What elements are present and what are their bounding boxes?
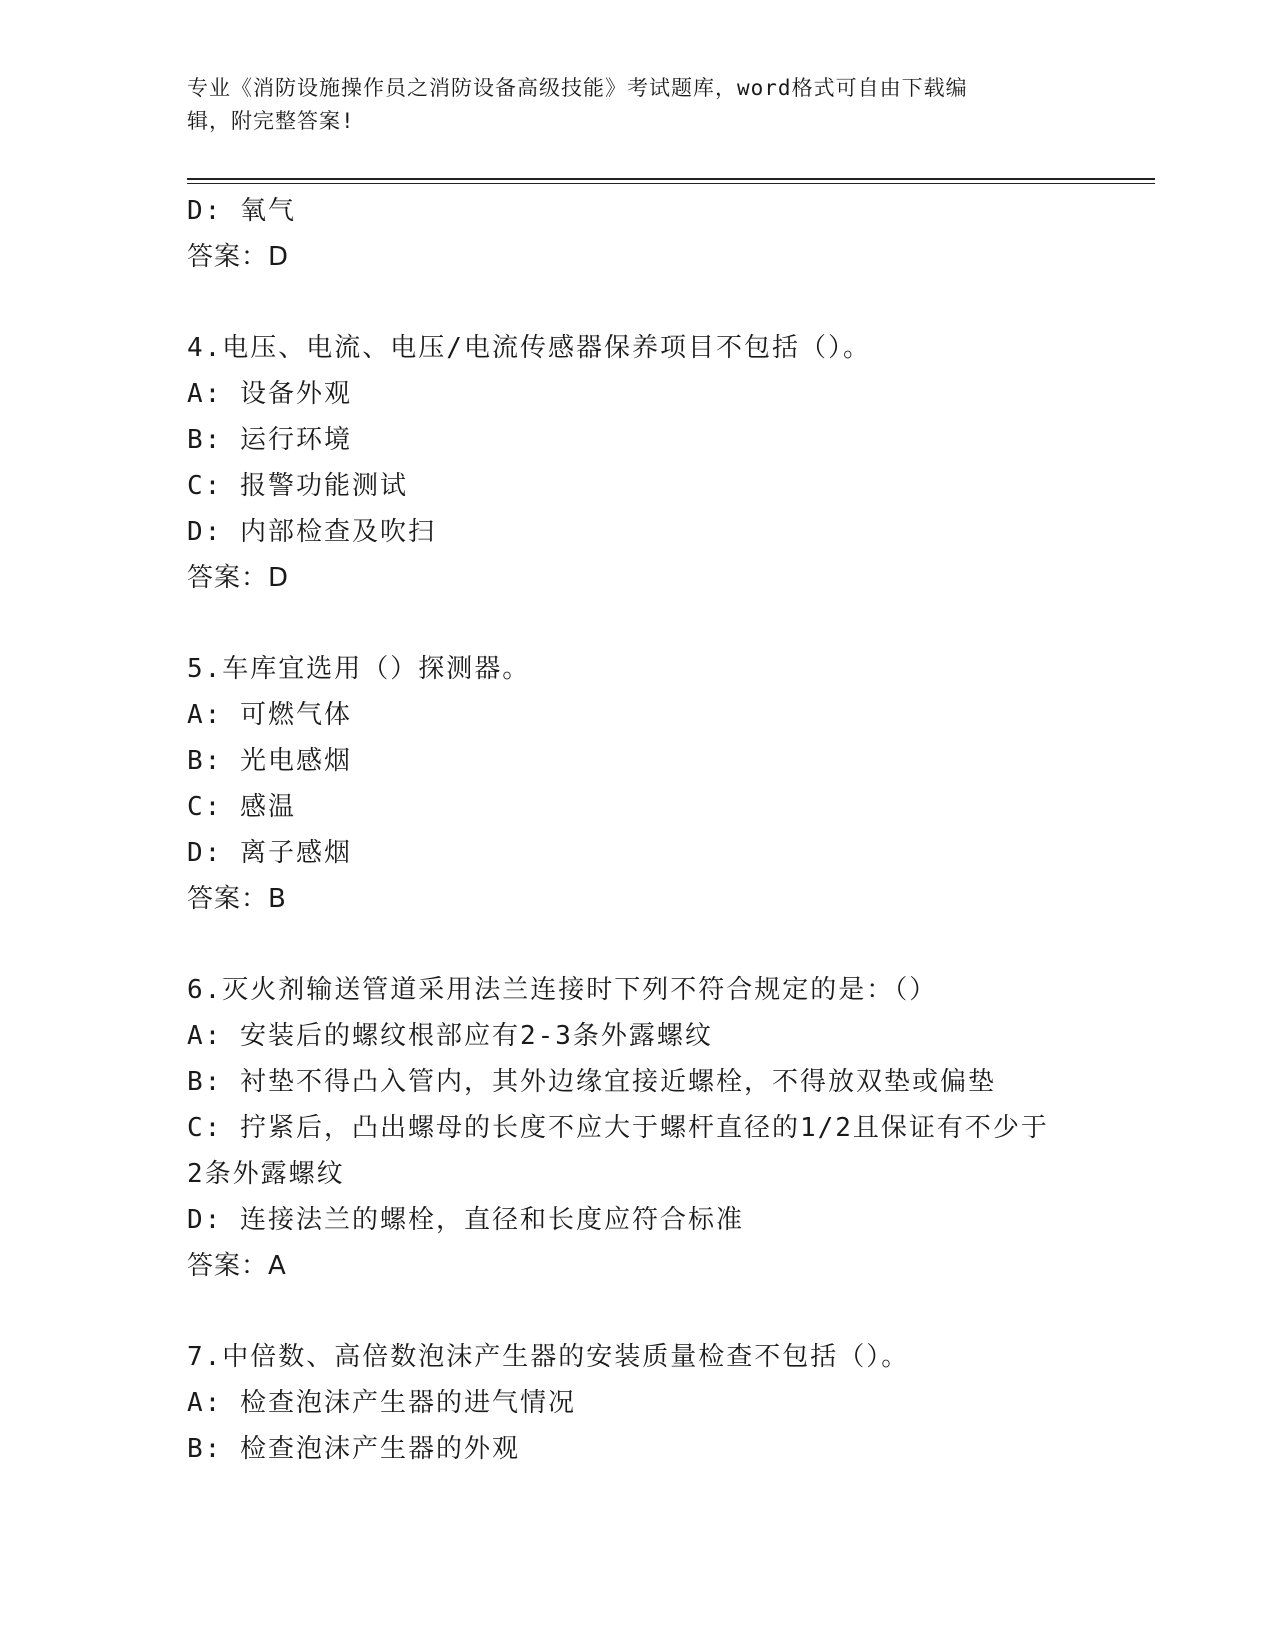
header-rule-thin <box>187 183 1155 184</box>
question-6-option-d: D: 连接法兰的螺栓，直径和长度应符合标准 <box>187 1205 744 1235</box>
question-6-option-c-continued: 2条外露螺纹 <box>187 1159 345 1189</box>
question-6-answer: 答案：A <box>187 1251 287 1281</box>
question-6-option-a: A: 安装后的螺纹根部应有2-3条外露螺纹 <box>187 1021 713 1051</box>
question-7-option-a: A: 检查泡沫产生器的进气情况 <box>187 1388 576 1418</box>
question-content <box>187 188 1087 1472</box>
header-line-1: 专业《消防设施操作员之消防设备高级技能》考试题库，word格式可自由下载编 <box>187 76 968 100</box>
question-5-option-b: B: 光电感烟 <box>187 746 352 776</box>
question-6-stem: 6.灭火剂输送管道采用法兰连接时下列不符合规定的是：（） <box>187 975 938 1005</box>
header-rule-thick <box>187 178 1155 180</box>
prev-answer: 答案：D <box>187 242 290 272</box>
question-6-option-b: B: 衬垫不得凸入管内，其外边缘宜接近螺栓，不得放双垫或偏垫 <box>187 1067 996 1097</box>
prev-option-d: D: 氧气 <box>187 196 296 226</box>
question-5-option-c: C: 感温 <box>187 792 296 822</box>
page-header <box>187 72 1067 138</box>
question-5-answer: 答案：B <box>187 884 287 914</box>
question-5-option-a: A: 可燃气体 <box>187 700 352 730</box>
question-5-stem: 5.车库宜选用（）探测器。 <box>187 654 531 684</box>
header-line-2: 辑，附完整答案! <box>187 109 355 133</box>
question-7-option-b: B: 检查泡沫产生器的外观 <box>187 1434 520 1464</box>
question-5-option-d: D: 离子感烟 <box>187 838 352 868</box>
question-4-option-b: B: 运行环境 <box>187 425 352 455</box>
question-4-option-c: C: 报警功能测试 <box>187 471 408 501</box>
question-7-stem: 7.中倍数、高倍数泡沫产生器的安装质量检查不包括（）。 <box>187 1342 910 1372</box>
question-4-option-a: A: 设备外观 <box>187 379 352 409</box>
question-4-stem: 4.电压、电流、电压/电流传感器保养项目不包括（）。 <box>187 333 871 363</box>
question-4-answer: 答案：D <box>187 563 290 593</box>
question-6-option-c: C: 拧紧后，凸出螺母的长度不应大于螺杆直径的1/2且保证有不少于 <box>187 1113 1049 1143</box>
question-4-option-d: D: 内部检查及吹扫 <box>187 517 436 547</box>
